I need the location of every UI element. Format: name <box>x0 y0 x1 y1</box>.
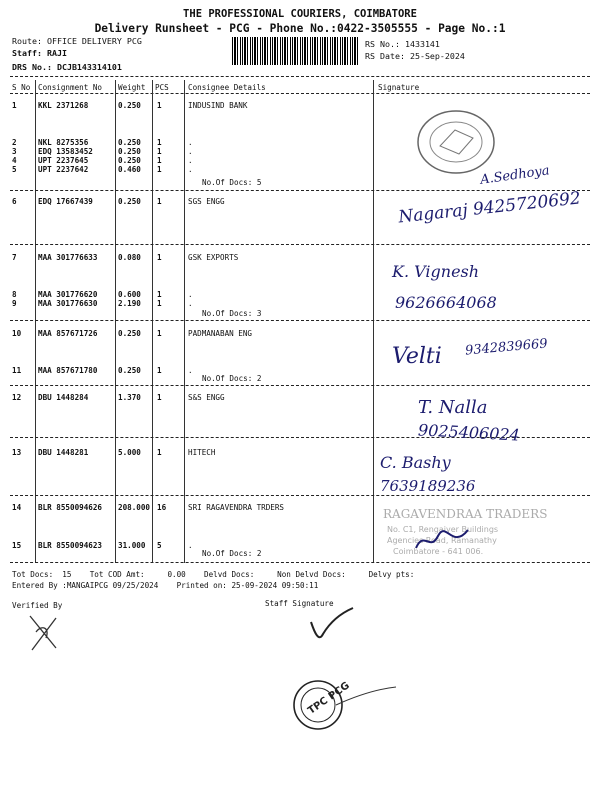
row-cons: MAA 301776633 <box>38 253 98 262</box>
row-cons: MAA 301776620 <box>38 290 98 299</box>
row-pcs: 1 <box>157 253 162 262</box>
row-details: . <box>188 299 193 308</box>
row-details: GSK EXPORTS <box>188 253 239 262</box>
row-pcs: 5 <box>157 541 162 550</box>
company-title: THE PROFESSIONAL COURIERS, COIMBATORE <box>183 8 417 20</box>
row-cons: MAA 301776630 <box>38 299 98 308</box>
row-details: S&S ENGG <box>188 393 225 402</box>
row-cons: EDQ 13583452 <box>38 147 93 156</box>
divider <box>10 562 590 563</box>
row-wt: 0.250 <box>118 329 141 338</box>
row-wt: 31.000 <box>118 541 146 550</box>
col-consignee: Consignee Details <box>188 83 266 92</box>
col-pcs: PCS <box>155 83 169 92</box>
column-line <box>152 80 153 563</box>
route-label: Route: OFFICE DELIVERY PCG <box>12 36 142 46</box>
signature-3-name: K. Vignesh <box>392 262 480 281</box>
divider <box>10 385 590 386</box>
row-pcs: 1 <box>157 366 162 375</box>
row-wt: 0.250 <box>118 197 141 206</box>
tpc-stamp-text: TPC PCG <box>306 680 352 717</box>
traders-signature <box>412 522 472 558</box>
row-details: . <box>188 541 193 550</box>
row-sno: 5 <box>12 165 17 174</box>
row-details: . <box>188 156 193 165</box>
divider <box>10 495 590 496</box>
row-sno: 8 <box>12 290 17 299</box>
verifier-signature <box>22 610 67 655</box>
row-pcs: 1 <box>157 101 162 110</box>
row-sno: 11 <box>12 366 22 375</box>
divider <box>10 93 590 94</box>
row-pcs: 1 <box>157 329 162 338</box>
row-wt: 0.250 <box>118 156 141 165</box>
verified-by-label: Verified By <box>12 601 63 610</box>
row-wt: 0.250 <box>118 138 141 147</box>
traders-stamp-line: No. C1, Rengaiyer Buildings <box>387 525 499 534</box>
row-wt: 0.600 <box>118 290 141 299</box>
signature-5-name: T. Nalla <box>418 397 488 418</box>
row-sno: 13 <box>12 448 22 457</box>
row-details: PADMANABAN ENG <box>188 329 253 338</box>
row-sno: 7 <box>12 253 17 262</box>
row-sno: 1 <box>12 101 17 110</box>
row-cons: DBU 1448281 <box>38 448 89 457</box>
row-wt: 1.370 <box>118 393 141 402</box>
traders-stamp-line: Coimbatore - 641 006. <box>393 547 484 556</box>
column-line <box>184 80 185 563</box>
row-pcs: 1 <box>157 147 162 156</box>
row-details: . <box>188 147 193 156</box>
traders-stamp-line: Agencies Road, Ramanathy <box>387 536 497 545</box>
row-wt: 0.080 <box>118 253 141 262</box>
row-pcs: 1 <box>157 290 162 299</box>
column-line <box>373 80 374 563</box>
row-pcs: 1 <box>157 156 162 165</box>
divider <box>10 76 590 77</box>
staff-signature-label: Staff Signature <box>265 599 334 608</box>
row-cons: UPT 2237645 <box>38 156 89 165</box>
rs-date: RS Date: 25-Sep-2024 <box>365 51 465 61</box>
group-doc-count: No.Of Docs: 3 <box>202 309 262 318</box>
row-cons: MAA 857671726 <box>38 329 98 338</box>
row-wt: 2.190 <box>118 299 141 308</box>
col-weight: Weight <box>118 83 146 92</box>
signature-5-phone: 9025406024 <box>417 420 521 445</box>
row-wt: 5.000 <box>118 448 141 457</box>
signature-2: Nagaraj 9425720692 <box>397 188 582 228</box>
row-pcs: 1 <box>157 165 162 174</box>
row-wt: 0.460 <box>118 165 141 174</box>
row-sno: 9 <box>12 299 17 308</box>
row-details: SGS ENGG <box>188 197 225 206</box>
row-sno: 6 <box>12 197 17 206</box>
row-pcs: 1 <box>157 299 162 308</box>
row-cons: KKL 2371268 <box>38 101 89 110</box>
divider <box>10 190 590 191</box>
signature-6-phone: 7639189236 <box>380 477 476 495</box>
divider <box>10 320 590 321</box>
row-wt: 0.250 <box>118 101 141 110</box>
row-wt: 208.000 <box>118 503 151 512</box>
row-pcs: 16 <box>157 503 167 512</box>
signature-4-name: Velti <box>392 344 442 369</box>
row-cons: EDQ 17667439 <box>38 197 93 206</box>
row-sno: 12 <box>12 393 22 402</box>
divider <box>10 244 590 245</box>
col-sno: S No <box>12 83 31 92</box>
row-details: . <box>188 366 193 375</box>
row-sno: 14 <box>12 503 22 512</box>
signature-4-phone: 9342839669 <box>464 336 549 359</box>
group-doc-count: No.Of Docs: 2 <box>202 374 262 383</box>
row-cons: NKL 8275356 <box>38 138 89 147</box>
row-pcs: 1 <box>157 197 162 206</box>
row-cons: BLR 8550094626 <box>38 503 103 512</box>
drs-number: DRS No.: DCJB143314101 <box>12 62 122 72</box>
row-wt: 0.250 <box>118 366 141 375</box>
row-sno: 15 <box>12 541 22 550</box>
entered-by-line: Entered By :MANGAIPCG 09/25/2024 Printed on: 25-09-2024 09:50:11 <box>12 581 319 590</box>
column-line <box>35 80 36 563</box>
row-sno: 3 <box>12 147 17 156</box>
col-signature: Signature <box>378 83 420 92</box>
row-details: . <box>188 290 193 299</box>
row-sno: 10 <box>12 329 22 338</box>
row-pcs: 1 <box>157 393 162 402</box>
office-stamp <box>415 108 497 176</box>
row-pcs: 1 <box>157 138 162 147</box>
row-sno: 2 <box>12 138 17 147</box>
signature-1: A.Sedhoya <box>479 163 551 188</box>
rs-number: RS No.: 1433141 <box>365 39 440 49</box>
row-wt: 0.250 <box>118 147 141 156</box>
row-details: SRI RAGAVENDRA TRDERS <box>188 503 285 512</box>
row-cons: UPT 2237642 <box>38 165 89 174</box>
runsheet-subtitle: Delivery Runsheet - PCG - Phone No.:0422-3505555 - Page No.:1 <box>94 22 506 35</box>
row-pcs: 1 <box>157 448 162 457</box>
group-doc-count: No.Of Docs: 2 <box>202 549 262 558</box>
signature-6-name: C. Bashy <box>380 453 451 472</box>
row-cons: DBU 1448284 <box>38 393 89 402</box>
row-details: . <box>188 165 193 174</box>
row-cons: MAA 857671780 <box>38 366 98 375</box>
barcode <box>232 37 358 65</box>
row-cons: BLR 8550094623 <box>38 541 103 550</box>
column-line <box>115 80 116 563</box>
col-consignment: Consignment No <box>38 83 103 92</box>
row-details: INDUSIND BANK <box>188 101 248 110</box>
staff-label: Staff: RAJI <box>12 48 67 58</box>
staff-signature-mark <box>305 604 365 646</box>
traders-stamp-title: RAGAVENDRAA TRADERS <box>383 507 548 521</box>
totals-line: Tot Docs: 15 Tot COD Amt: 0.00 Delvd Docs: Non Delvd Docs: Delvy pts: <box>12 570 415 579</box>
row-details: HITECH <box>188 448 216 457</box>
row-details: . <box>188 138 193 147</box>
signature-3-phone: 9626664068 <box>395 293 497 312</box>
group-doc-count: No.Of Docs: 5 <box>202 178 262 187</box>
row-sno: 4 <box>12 156 17 165</box>
